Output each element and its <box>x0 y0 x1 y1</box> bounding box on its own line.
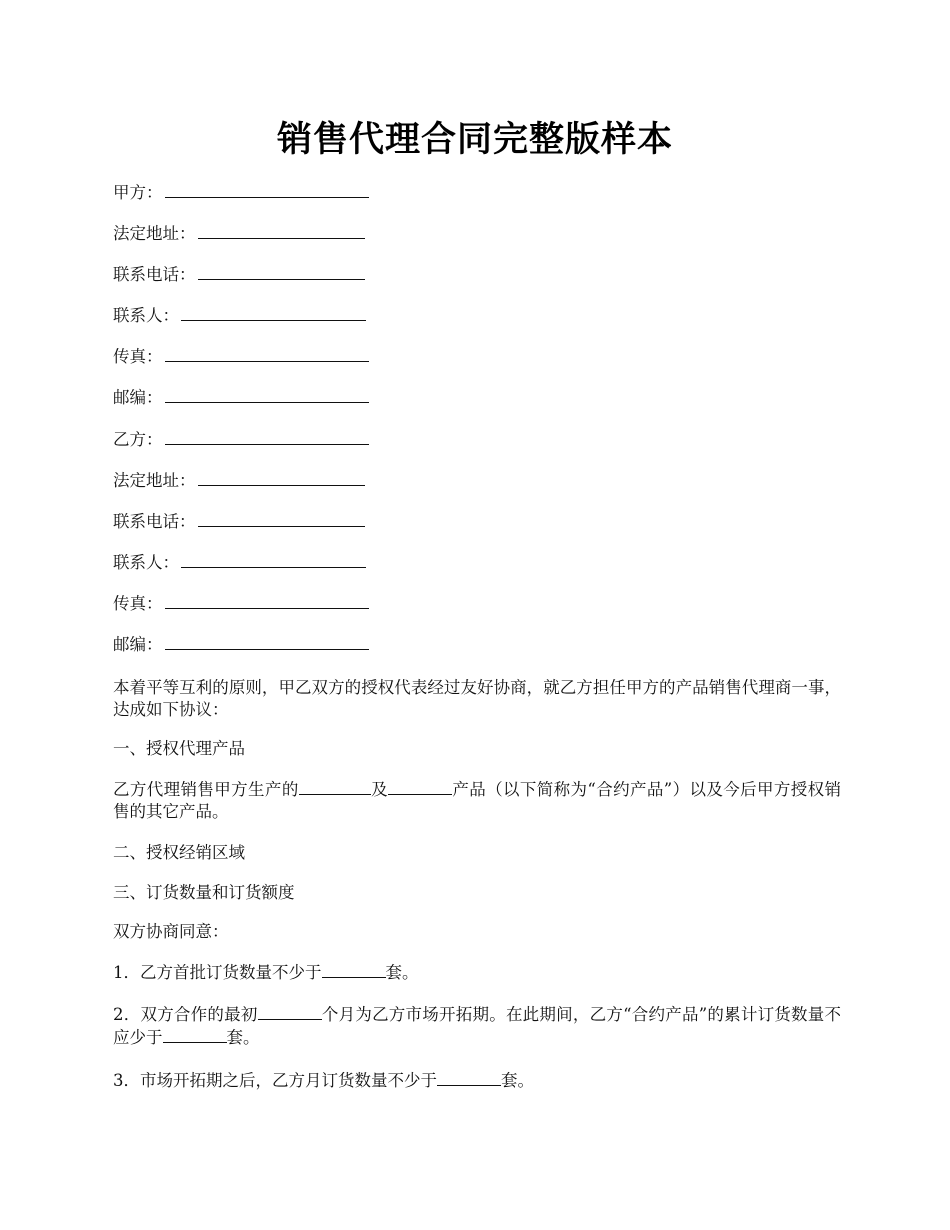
party-b-address-label: 法定地址： <box>113 471 196 490</box>
section1-text-c: 产品（以下简称为“合约产品”）以及今后甲方授权销售的其它产品。 <box>113 780 842 821</box>
item1-text-a: 1．乙方首批订货数量不少于 <box>113 963 322 982</box>
party-a-fax-blank[interactable] <box>165 345 369 362</box>
item-2 <box>113 1003 841 1049</box>
intro-paragraph: 本着平等互利的原则，甲乙双方的授权代表经过友好协商，就乙方担任甲方的产品销售代理商一事，达成如下协议： <box>113 678 841 719</box>
party-a-blank[interactable] <box>165 181 369 198</box>
section3-heading: 三、订货数量和订货额度 <box>113 883 295 902</box>
item3-text-a: 3．市场开拓期之后，乙方月订货数量不少于 <box>113 1071 437 1090</box>
party-a-address-label: 法定地址： <box>113 224 196 243</box>
party-b-address-blank[interactable] <box>198 469 365 486</box>
item-1 <box>113 961 419 984</box>
party-b-postcode-blank[interactable] <box>165 633 369 650</box>
party-b-blank[interactable] <box>165 428 369 445</box>
party-a-phone-blank[interactable] <box>198 263 365 280</box>
party-a-phone-label: 联系电话： <box>113 265 196 284</box>
party-b-fax-label: 传真： <box>113 594 163 613</box>
party-b-fax-blank[interactable] <box>165 592 369 609</box>
party-b-phone-blank[interactable] <box>198 510 365 527</box>
party-b-field <box>113 428 369 451</box>
section1-heading: 一、授权代理产品 <box>113 739 245 758</box>
party-a-address-field <box>113 222 365 245</box>
party-a-postcode-label: 邮编： <box>113 388 163 407</box>
product-blank-1[interactable] <box>299 778 371 795</box>
item2-text-a: 2．双方合作的最初 <box>113 1005 258 1024</box>
item1-text-b: 套。 <box>385 963 419 982</box>
document-title: 销售代理合同完整版样本 <box>276 119 673 160</box>
party-a-fax-label: 传真： <box>113 347 163 366</box>
party-b-contact-blank[interactable] <box>181 551 366 568</box>
section2-heading: 二、授权经销区域 <box>113 843 245 862</box>
party-a-contact-field <box>113 304 366 327</box>
section1-paragraph <box>113 778 841 823</box>
party-b-phone-label: 联系电话： <box>113 512 196 531</box>
party-a-contact-label: 联系人： <box>113 306 179 325</box>
party-b-contact-field <box>113 551 366 574</box>
item2-text-c: 套。 <box>226 1028 260 1047</box>
product-blank-2[interactable] <box>388 778 452 795</box>
party-a-contact-blank[interactable] <box>181 304 366 321</box>
section1-text-a: 乙方代理销售甲方生产的 <box>113 780 299 799</box>
monthly-order-blank[interactable] <box>437 1069 501 1086</box>
first-order-blank[interactable] <box>322 961 386 978</box>
party-a-fax-field <box>113 345 369 368</box>
party-b-phone-field <box>113 510 365 533</box>
party-b-fax-field <box>113 592 369 615</box>
party-a-label: 甲方： <box>113 183 163 202</box>
party-a-phone-field <box>113 263 365 286</box>
agree-text: 双方协商同意： <box>113 922 229 941</box>
months-blank[interactable] <box>258 1003 322 1020</box>
item3-text-b: 套。 <box>501 1071 534 1090</box>
party-b-contact-label: 联系人： <box>113 553 179 572</box>
party-b-address-field <box>113 469 365 492</box>
section1-text-b: 及 <box>370 780 388 799</box>
party-b-postcode-label: 邮编： <box>113 635 163 654</box>
party-a-address-blank[interactable] <box>198 222 365 239</box>
party-b-postcode-field <box>113 633 369 656</box>
item-3 <box>113 1069 534 1092</box>
party-a-field <box>113 181 369 204</box>
party-b-label: 乙方： <box>113 430 163 449</box>
party-a-postcode-blank[interactable] <box>165 386 369 403</box>
party-a-postcode-field <box>113 386 369 409</box>
item2-text-b: 个月为乙方市场开拓期。在此期间，乙方“合约产品”的累计订货数量不应少于 <box>113 1005 842 1047</box>
cumulative-order-blank[interactable] <box>163 1026 227 1043</box>
